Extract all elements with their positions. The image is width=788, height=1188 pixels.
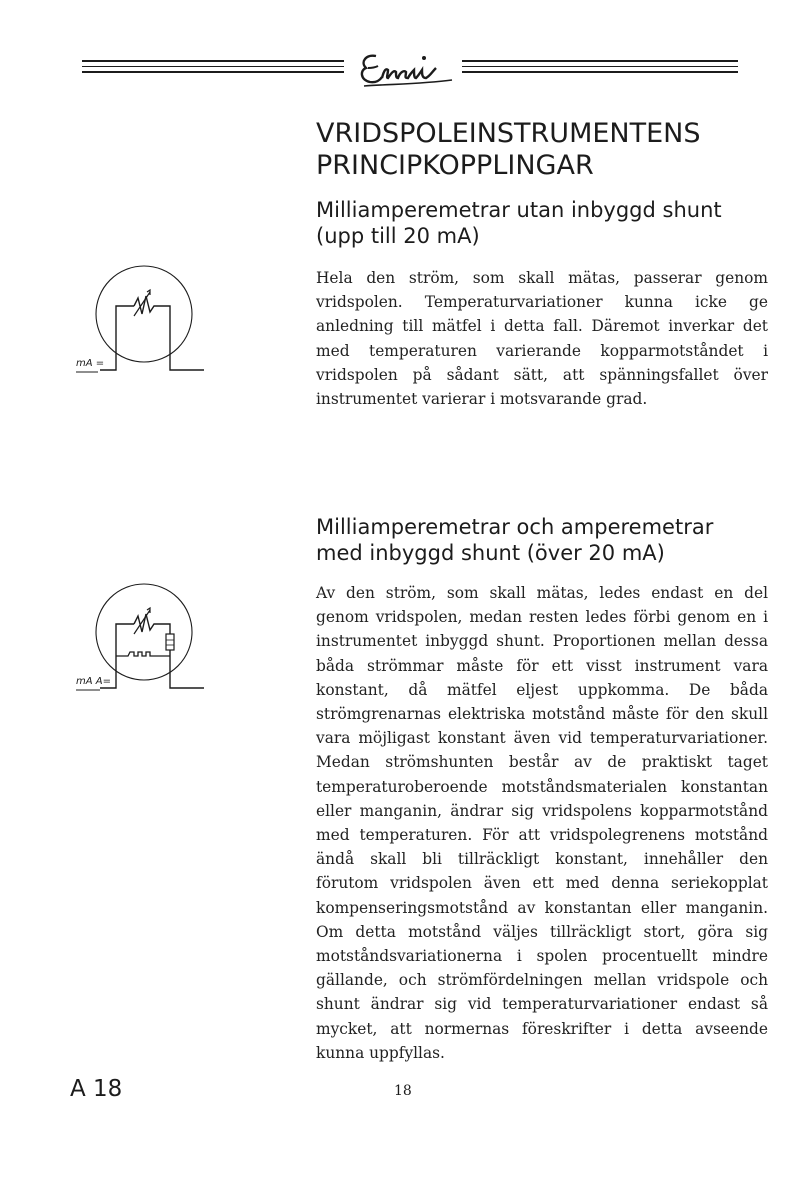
- figure-label-1: mA =: [76, 358, 105, 369]
- page-number: 18: [394, 1083, 412, 1099]
- figure-label-2: mA A=: [76, 676, 111, 687]
- section-heading-1: Milliamperemetrar utan inbyggd shunt (upp till 20 mA): [316, 198, 722, 248]
- header-rule-right-3: [462, 71, 738, 73]
- header-rule-left-1: [82, 60, 344, 62]
- circuit-diagram-with-shunt: [76, 580, 212, 700]
- section-body-2: Av den ström, som skall mätas, ledes endast en del genom vridspolen, medan resten ledes förbi genom en i instrumentet inbyggd shunt. Proportionen mellan dessa båda strömmar måste för ett visst instrument vara konstant, då mätfel eljest uppkomma. De båda strömgrenarnas elektriska motstånd måste för den skull vara möjligast konstant även vid temperaturvariationer. Medan strömshunten består av de praktiskt taget temperaturoberoende motståndsmaterialen konstantan eller manganin, ändrar sig vridspolens kopparmotstånd med temperaturen. För att vridspolegrenens motstånd ändå skall bli tillräckligt konstant, innehåller den förutom vridspolen även ett med denna seriekopplat kompenseringsmotstånd av konstantan eller manganin. Om detta motstånd väljes tillräckligt stort, göra sig motståndsvariationerna i spolen procentuellt mindre gällande, och strömfördelningen mellan vridspole och shunt ändrar sig vid temperaturvariationer endast så mycket, att normernas föreskrifter i detta avseende kunna uppfyllas.: [316, 584, 768, 1062]
- circuit-diagram-no-shunt: [76, 262, 212, 382]
- header-rule-left-3: [82, 71, 344, 73]
- page-title: VRIDSPOLEINSTRUMENTENS PRINCIPKOPPLINGAR: [316, 118, 701, 181]
- header-rule-right-2: [462, 66, 738, 67]
- header-rule-left-2: [82, 66, 344, 67]
- section-body-1: Hela den ström, som skall mätas, passerar genom vridspolen. Temperaturvariationer kunna icke ge anledning till mätfel i detta fall. Däremot inverkar det med temperaturen varierande kopparmotståndet i vridspolen på sådant sätt, att spänningsfallet över instrumentet varierar i motsvarande grad.: [316, 269, 768, 409]
- section-heading-2: Milliamperemetrar och amperemetrar med inbyggd shunt (över 20 mA): [316, 515, 714, 565]
- header-rule-right-1: [462, 60, 738, 62]
- page-reference: A 18: [70, 1076, 123, 1102]
- ermi-logo: [352, 40, 462, 94]
